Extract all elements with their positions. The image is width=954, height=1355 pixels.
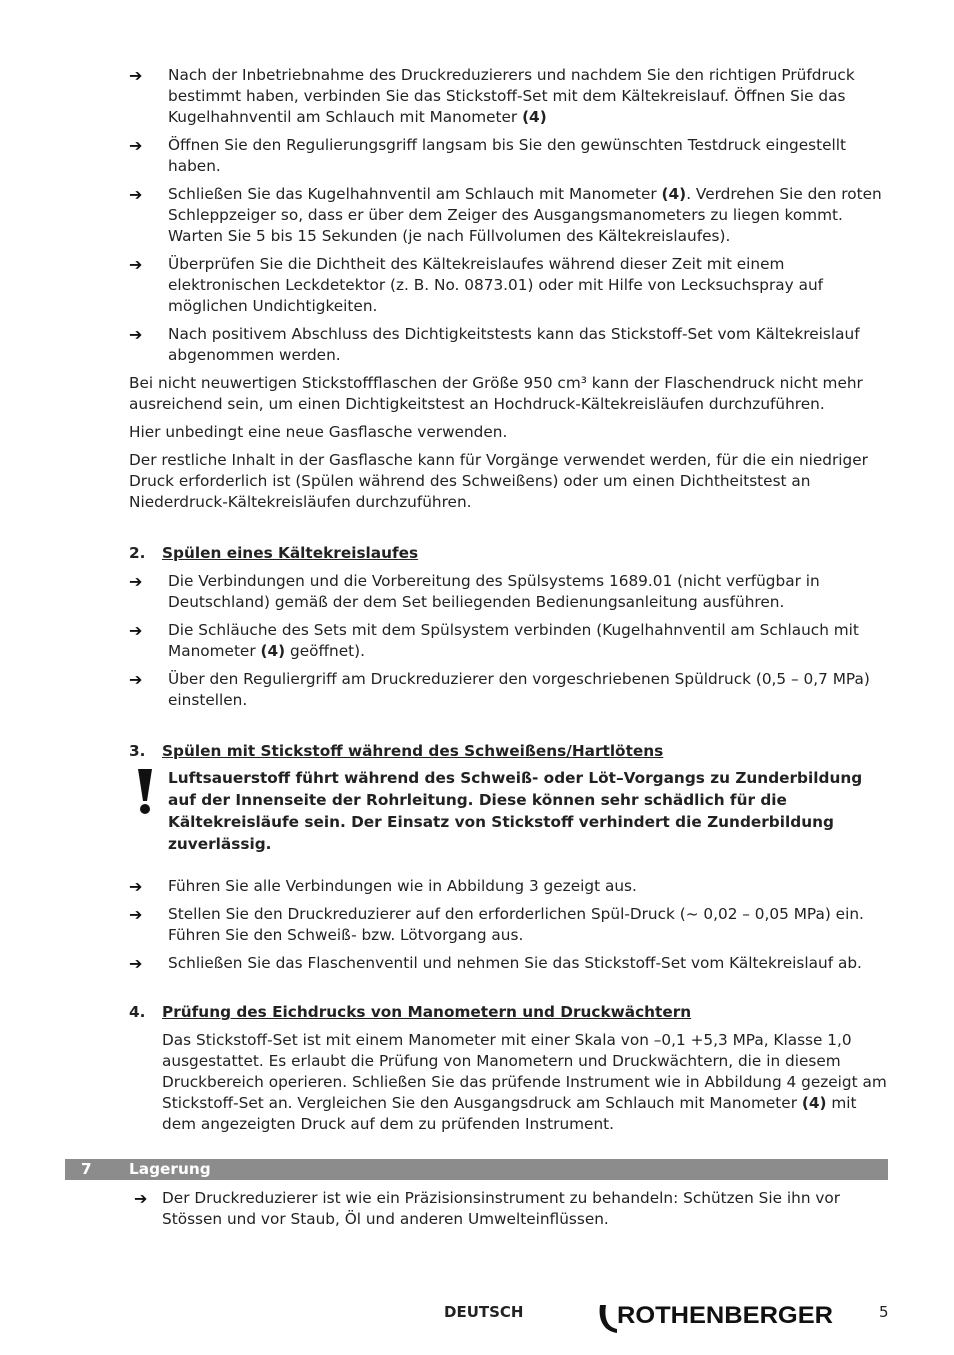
section-heading: 2. Spülen eines Kältekreislaufes <box>129 544 419 562</box>
right-arrow-icon: ➔ <box>129 185 143 204</box>
section-7-header: 7 Lagerung <box>65 1159 888 1180</box>
paragraph: Hier unbedingt eine neue Gasflasche verwenden. <box>129 423 508 441</box>
right-arrow-icon: ➔ <box>129 136 143 155</box>
list-item: ➔ Öffnen Sie den Regulierungsgriff langsam bis Sie den gewünschten Testdruck eingestellt haben. <box>129 136 847 175</box>
list-item: ➔ Überprüfen Sie die Dichtheit des Kältekreislaufes während dieser Zeit mit einem elektronischen Leckdetektor (z. B. No. 0873.01) oder mit Hilfe von Lecksuchspray auf möglichen Undichtigkeiten. <box>129 255 824 315</box>
right-arrow-icon: ➔ <box>129 954 143 973</box>
right-arrow-icon: ➔ <box>129 670 143 689</box>
section-heading: 3. Spülen mit Stickstoff während des Schweißens/Hartlötens <box>129 742 664 760</box>
paragraph: Der restliche Inhalt in der Gasflasche kann für Vorgänge verwendet werden, für die ein niedriger Druck erforderlich ist (Spülen während des Schweißens) oder um einen Dichtheitstest an Niederdruck-Kältekreisläufen durchzuführen. <box>129 451 868 511</box>
rothenberger-logo <box>597 1297 837 1335</box>
list-item: ➔ Die Schläuche des Sets mit dem Spülsystem verbinden (Kugelhahnventil am Schlauch mit Manometer (4) geöffnet). <box>129 621 859 660</box>
section-7-content <box>134 1188 874 1237</box>
list-item: ➔ Schließen Sie das Flaschenventil und nehmen Sie das Stickstoff-Set vom Kältekreislauf ab. <box>129 954 862 973</box>
section-heading: 4. Prüfung des Eichdrucks von Manometern und Druckwächtern <box>129 1003 692 1021</box>
right-arrow-icon: ➔ <box>129 621 143 640</box>
list-item: ➔ Über den Reguliergriff am Druckreduzierer den vorgeschriebenen Spüldruck (0,5 – 0,7 MPa) einstellen. <box>129 670 870 709</box>
list-item: ➔ Nach positivem Abschluss des Dichtigkeitstests kann das Stickstoff-Set vom Kältekreislauf abgenommen werden. <box>129 325 860 364</box>
list-item: ➔ Führen Sie alle Verbindungen wie in Abbildung 3 gezeigt aus. <box>129 877 637 896</box>
exclamation-icon <box>135 767 155 815</box>
right-arrow-icon: ➔ <box>129 877 143 896</box>
list-item: ➔ Stellen Sie den Druckreduzierer auf den erforderlichen Spül-Druck (~ 0,02 – 0,05 MPa) ein. Führen Sie den Schweiß- bzw. Lötvorgang aus. <box>129 905 864 944</box>
right-arrow-icon: ➔ <box>129 572 143 591</box>
right-arrow-icon: ➔ <box>129 905 143 924</box>
right-arrow-icon: ➔ <box>129 325 143 344</box>
list-item: ➔ Die Verbindungen und die Vorbereitung des Spülsystems 1689.01 (nicht verfügbar in Deutschland) gemäß der dem Set beiliegenden Bedienungsanleitung ausführen. <box>129 572 820 611</box>
footer-language: DEUTSCH <box>444 1303 524 1321</box>
paragraph: Das Stickstoff-Set ist mit einem Manometer mit einer Skala von –0,1 +5,3 MPa, Klasse 1,0 ausgestattet. Es erlaubt die Prüfung von Manometern und Druckwächtern, die in diesem Druckbereich operieren. Schließen Sie das prüfende Instrument wie in Abbildung 4 gezeigt am Stickstoff-Set an. Vergleichen Sie den Ausgangsdruck am Schlauch mit Manometer (4) mit dem angezeigten Druck auf dem zu prüfenden Instrument. <box>162 1031 887 1133</box>
paragraph: Bei nicht neuwertigen Stickstoffflaschen der Größe 950 cm³ kann der Flaschendruck nicht mehr ausreichend sein, um einen Dichtigkeitstest an Hochdruck-Kältekreisläufen durchzuführen. <box>129 374 863 413</box>
list-item: ➔ Schließen Sie das Kugelhahnventil am Schlauch mit Manometer (4). Verdrehen Sie den roten Schleppzeiger so, dass er über dem Zeiger des Ausgangsmanometers zu liegen kommt. Warten Sie 5 bis 15 Sekunden (je nach Füllvolumen des Kältekreislaufes). <box>129 185 882 245</box>
right-arrow-icon: ➔ <box>129 255 143 274</box>
right-arrow-icon: ➔ <box>134 1189 148 1208</box>
section-3 <box>129 741 891 981</box>
list-item: ➔ Nach der Inbetriebnahme des Druckreduzierers und nachdem Sie den richtigen Prüfdruck bestimmt haben, verbinden Sie das Stickstoff-Set mit dem Kältekreislauf. Öffnen Sie das Kugelhahnventil am Schlauch mit Manometer (4) <box>129 66 855 126</box>
right-arrow-icon: ➔ <box>129 66 143 85</box>
section-1-content <box>129 65 891 520</box>
section-2 <box>129 543 891 718</box>
svg-text:ROTHENBERGER: ROTHENBERGER <box>617 1302 833 1329</box>
section-4 <box>129 1002 891 1135</box>
list-item: ➔ Der Druckreduzierer ist wie ein Präzisionsinstrument zu behandeln: Schützen Sie ihn vor Stössen und vor Staub, Öl und anderen Umwelteinflüssen. <box>134 1189 841 1228</box>
page-number: 5 <box>879 1303 889 1321</box>
warning-notice: Luftsauerstoff führt während des Schweiß- oder Löt–Vorgangs zu Zunderbildung auf der Innenseite der Rohrleitung. Diese können sehr schädlich für die Kältekreisläufe sein. Der Einsatz von Stickstoff verhindert die Zunderbildung zuverlässig. <box>129 767 891 855</box>
